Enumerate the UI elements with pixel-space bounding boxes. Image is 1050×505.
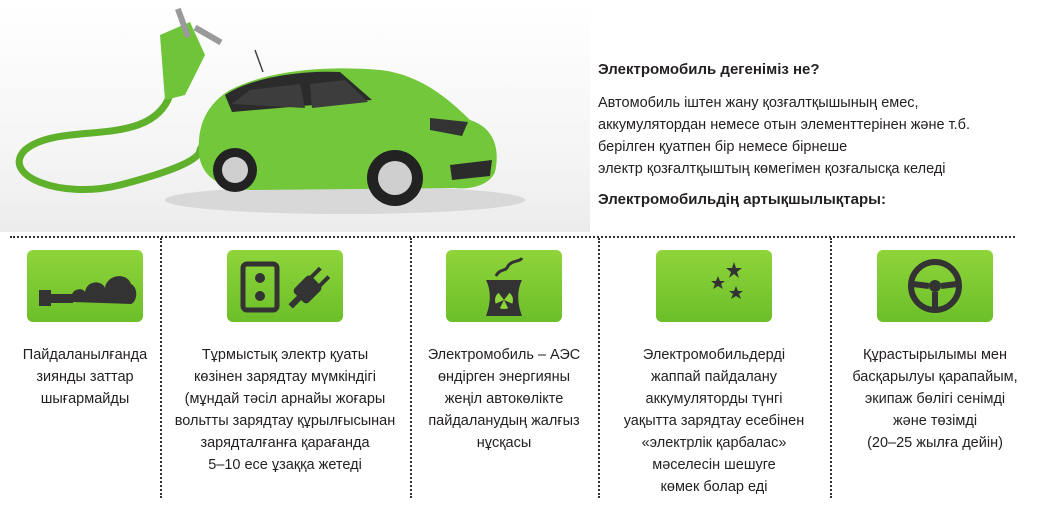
feature-text: Тұрмыстық электр қуаты көзінен зарядтау мүмкіндігі (мұндай тәсіл арнайы жоғары вольтты зарядтау құрылғысынан зарядталғанға қарағанда 5–10 есе ұзаққа жетеді [174, 347, 396, 473]
feature-text: Электромобильдерді жаппай пайдалану аккумуляторды түнгі уақытта зарядтау есебінен «электрлік қарбалас» мәселесін шешуге көмек болар еді [623, 347, 805, 495]
moon-stars-icon [656, 250, 772, 322]
advantages-heading: Электромобильдің артықшылықтары: [598, 191, 886, 208]
feature-text: Құрастырылымы мен басқарылуы қарапайым, экипаж бөлігі сенімді және төзімді (20–25 жылға дейін) [852, 347, 1018, 451]
feature-home-charging [160, 250, 410, 476]
feature-no-emissions [10, 250, 160, 410]
intro-question: Электромобиль дегеніміз не? [598, 61, 820, 78]
steering-wheel-icon [877, 250, 993, 322]
feature-night-charging [598, 250, 830, 498]
electric-car-with-plug-illustration [0, 0, 590, 232]
feature-simple-design [830, 250, 1040, 454]
feature-text: Электромобиль – АЭС өндірген энергияны жеңіл автокөлікте пайдаланудың жалғыз нұсқасы [427, 347, 581, 451]
hero-image [0, 0, 590, 232]
intro-text [598, 60, 1038, 210]
intro-definition: Автомобиль іштен жану қозғалтқышының емес, аккумулятордан немесе отын элементтерінен және т.б. берілген қуатпен бір немесе бірнеше электр қозғалтқыштың көмегімен қозғалысқа келеді [598, 95, 970, 177]
socket-plug-icon [227, 250, 343, 322]
exhaust-smoke-icon [27, 250, 143, 322]
nuclear-plant-icon [446, 250, 562, 322]
feature-text: Пайдаланылғанда зиянды заттар шығармайды [22, 347, 148, 407]
feature-nuclear-energy [410, 250, 598, 454]
